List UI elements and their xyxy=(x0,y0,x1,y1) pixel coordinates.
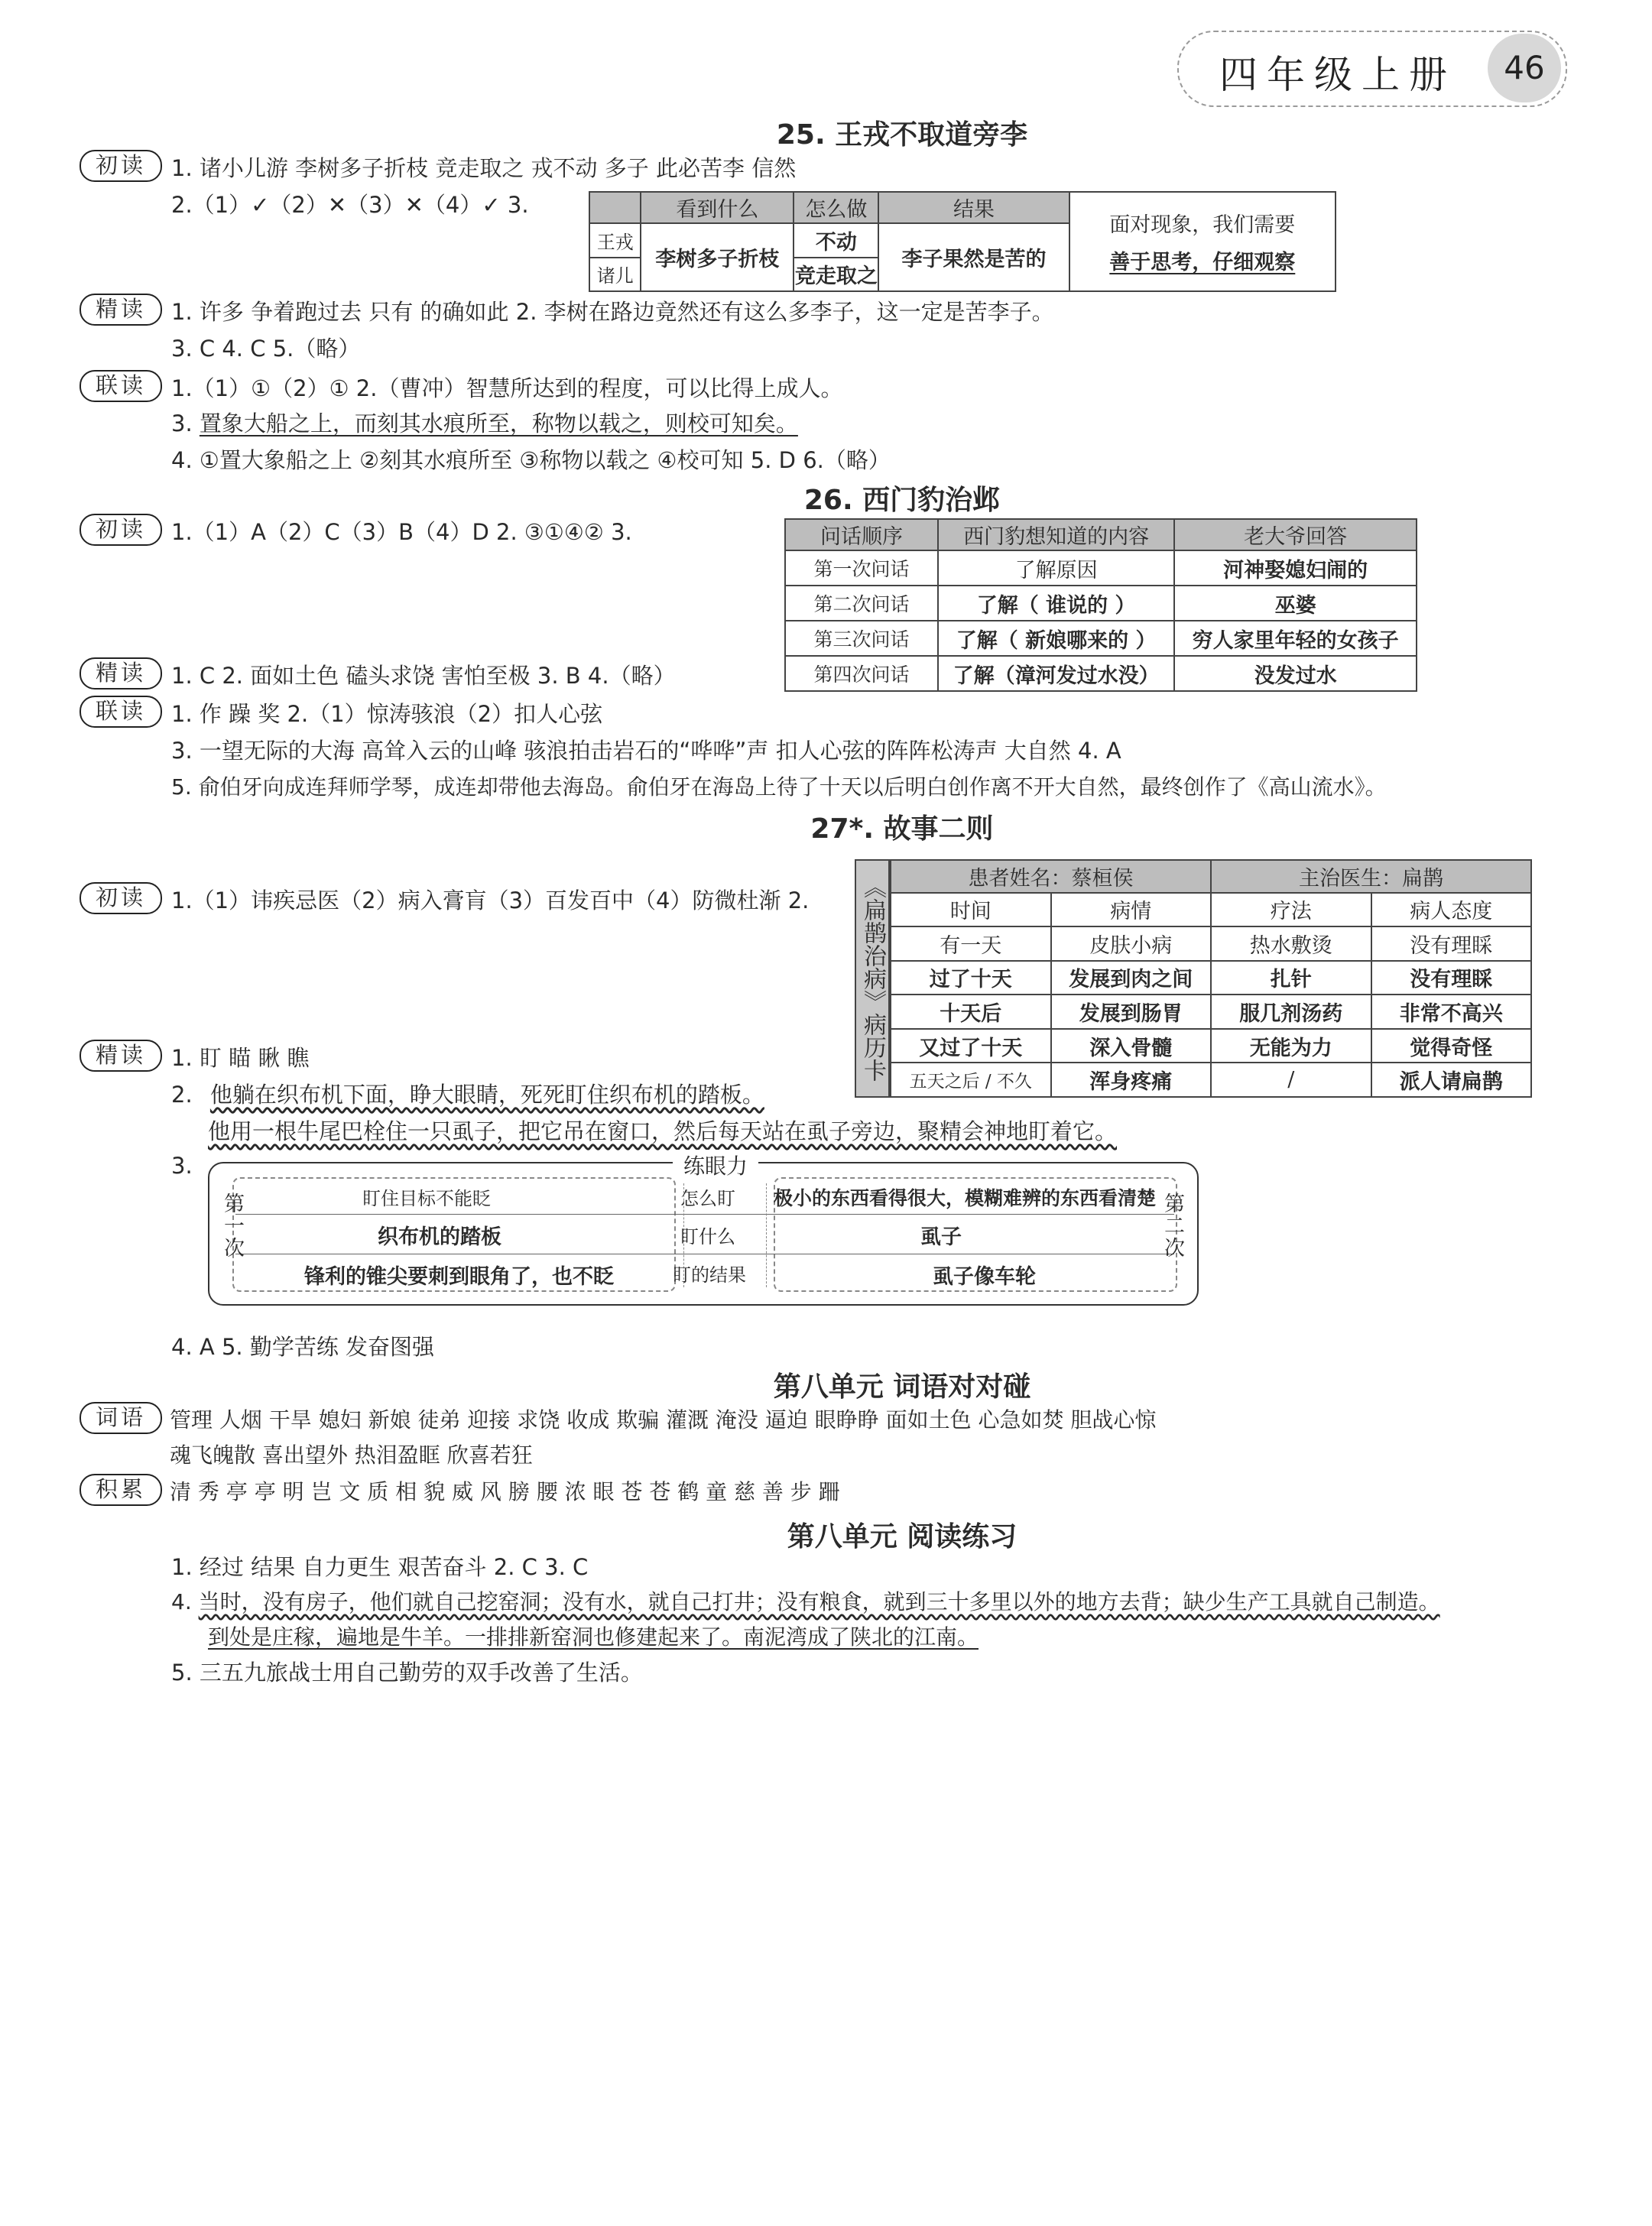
s25-seen: 李树多子折枝 xyxy=(641,223,794,291)
tag-ciyu: 词语 xyxy=(80,1402,162,1434)
s25-lian-3: 4. ①置大象船之上 ②刻其水痕所至 ③称物以载之 ④校可知 5. D 6.（略） xyxy=(171,447,891,473)
record-cell: 浑身疼痛 xyxy=(1051,1063,1212,1097)
u8-ci-2: 魂飞魄散 喜出望外 热泪盈眶 欣喜若狂 xyxy=(170,1442,533,1468)
tag-liandu-26: 联读 xyxy=(80,696,162,728)
s26-content: 了解（ 新娘哪来的 ） xyxy=(938,621,1174,656)
u8-ci-1: 管理 人烟 干旱 媳妇 新娘 徒弟 迎接 求饶 收成 欺骗 灌溉 淹没 逼迫 眼睁睁 面如土色 心急如焚 胆战心惊 xyxy=(170,1407,1157,1433)
record-cell: 派人请扁鹊 xyxy=(1371,1063,1532,1097)
record-cell: 有一天 xyxy=(891,926,1051,961)
u8-read-2-num: 4. xyxy=(171,1589,199,1614)
tag-chudu: 初读 xyxy=(80,150,162,182)
record-cell: 无能为力 xyxy=(1211,1029,1371,1063)
s25-chu-1: 1. 诸小儿游 李树多子折枝 竞走取之 戎不动 多子 此必苦李 信然 xyxy=(171,155,797,181)
doctor-name: 主治医生：扁鹊 xyxy=(1211,860,1531,893)
s26-chu-1: 1.（1）A（2）C（3）B（4）D 2. ③①④② 3. xyxy=(171,519,632,545)
col-condition: 病情 xyxy=(1051,893,1212,927)
section-27-title: 27*. 故事二则 xyxy=(810,813,994,845)
s26-answer: 穷人家里年轻的女孩子 xyxy=(1174,621,1417,656)
record-cell: 非常不高兴 xyxy=(1371,995,1532,1029)
eye-a3-right: 虱子像车轮 xyxy=(933,1265,1036,1289)
eye-a1-right: 极小的东西看得很大，模糊难辨的东西看清楚 xyxy=(774,1187,1157,1209)
s25-table xyxy=(589,191,1336,292)
s25-chu-2: 2.（1）✓（2）✕（3）✕（4）✓ 3. xyxy=(171,192,529,218)
eye-a2-right: 虱子 xyxy=(920,1225,962,1249)
u8-read-2 xyxy=(171,1585,1440,1616)
s25-lian-2 xyxy=(171,407,798,438)
s26-header-answer: 老大爷回答 xyxy=(1174,519,1417,550)
medical-card-side-label: 《扁鹊治病》病历卡 xyxy=(855,859,890,1098)
s27-jing-4: 4. A 5. 勤学苦练 发奋图强 xyxy=(171,1334,435,1360)
u8-read-1: 1. 经过 结果 自力更生 艰苦奋斗 2. C 3. C xyxy=(171,1554,589,1580)
s26-order: 第一次问话 xyxy=(785,550,938,586)
s25-jing-1: 1. 许多 争着跑过去 只有 的确如此 2. 李树在路边竟然还有这么多李子，这一定是苦李子。 xyxy=(171,299,1054,325)
s27-jing-1: 1. 盯 瞄 瞅 瞧 xyxy=(171,1045,310,1071)
record-cell: 发展到肠胃 xyxy=(1051,995,1212,1029)
medical-card-table xyxy=(890,859,1532,1098)
s26-answer: 没发过水 xyxy=(1174,656,1417,691)
u8-ji-1: 清 秀 亭 亭 明 岂 文 质 相 貌 威 风 膀 腰 浓 眼 苍 苍 鹤 童 慈 善 步 跚 xyxy=(170,1479,840,1504)
eye-first-label: 第一次 xyxy=(220,1192,244,1259)
s27-jing-2 xyxy=(171,1078,764,1109)
eye-title: 练眼力 xyxy=(673,1150,758,1180)
u8-read-2a: 当时，没有房子，他们就自己挖窑洞；没有水，就自己打井；没有粮食，就到三十多里以外的地方去背；缺少生产工具就自己制造。 xyxy=(198,1589,1440,1614)
s25-note-line1: 面对现象，我们需要 xyxy=(1109,213,1296,237)
record-cell: 皮肤小病 xyxy=(1051,926,1212,961)
unit8-reading-title: 第八单元 阅读练习 xyxy=(787,1521,1017,1553)
s27-jing-2a: 他躺在织布机下面，睁大眼睛，死死盯住织布机的踏板。 xyxy=(209,1082,764,1108)
record-cell: 没有理睬 xyxy=(1371,961,1532,995)
s26-header-order: 问话顺序 xyxy=(785,519,938,550)
eye-vdivider-2 xyxy=(766,1183,767,1287)
s27-jing-2b: 他用一根牛尾巴栓住一只虱子，把它吊在窗口，然后每天站在虱子旁边，聚精会神地盯着它。 xyxy=(208,1118,1118,1144)
s26-header-content: 西门豹想知道的内容 xyxy=(938,519,1174,550)
eye-divider-1 xyxy=(235,1214,1174,1215)
tag-jingdu-26: 精读 xyxy=(80,657,162,690)
s26-content: 了解（漳河发过水没） xyxy=(938,656,1174,691)
s26-order: 第二次问话 xyxy=(785,586,938,621)
s26-order: 第三次问话 xyxy=(785,621,938,656)
s25-header-action: 怎么做 xyxy=(794,192,878,223)
s25-row-name-wangrong: 王戎 xyxy=(589,223,641,257)
s25-lian-2-text: 置象大船之上，而刻其水痕所至，称物以载之，则校可知矣。 xyxy=(199,410,798,436)
s27-chu-1: 1.（1）讳疾忌医（2）病入膏肓（3）百发百中（4）防微杜渐 2. xyxy=(171,887,810,913)
record-cell: 发展到肉之间 xyxy=(1051,961,1212,995)
tag-liandu: 联读 xyxy=(80,370,162,402)
s26-table xyxy=(784,518,1417,692)
record-cell: 深入骨髓 xyxy=(1051,1029,1212,1063)
s25-lian-2-num: 3. xyxy=(171,410,200,436)
record-cell: / xyxy=(1211,1063,1371,1097)
record-cell: 觉得奇怪 xyxy=(1371,1029,1532,1063)
s25-header-seen: 看到什么 xyxy=(641,192,794,223)
record-cell: 热水敷烫 xyxy=(1211,926,1371,961)
s27-jing-2-num: 2. xyxy=(171,1082,193,1108)
section-25-title: 25. 王戎不取道旁李 xyxy=(776,119,1028,151)
page-number: 46 xyxy=(1488,34,1561,102)
eye-a2-left: 织布机的踏板 xyxy=(378,1225,501,1249)
s26-lian-3: 5. 俞伯牙向成连拜师学琴，成连却带他去海岛。俞伯牙在海岛上待了十天以后明白创作离不开大自然，最终创作了《高山流水》。 xyxy=(171,774,1387,800)
record-cell: 五天之后 / 不久 xyxy=(891,1063,1051,1097)
s26-content: 了解（ 谁说的 ） xyxy=(938,586,1174,621)
unit8-words-title: 第八单元 词语对对碰 xyxy=(773,1371,1031,1403)
tag-jingdu: 精读 xyxy=(80,294,162,326)
s26-lian-2: 3. 一望无际的大海 高耸入云的山峰 骇浪拍击岩石的“哗哗”声 扣人心弦的阵阵松涛声 大自然 4. A xyxy=(171,738,1121,764)
eye-q3: 盯的结果 xyxy=(673,1264,746,1286)
s25-result: 李子果然是苦的 xyxy=(878,223,1069,291)
col-attitude: 病人态度 xyxy=(1371,893,1532,927)
patient-name: 患者姓名：蔡桓侯 xyxy=(891,860,1211,893)
s26-order: 第四次问话 xyxy=(785,656,938,691)
tag-chudu-26: 初读 xyxy=(80,514,162,546)
s26-answer: 河神娶媳妇闹的 xyxy=(1174,550,1417,586)
s26-content: 了解原因 xyxy=(938,550,1174,586)
eye-second-label: 第二次 xyxy=(1160,1192,1184,1259)
s25-row-name-zhuer: 诸儿 xyxy=(589,258,641,291)
record-cell: 又过了十天 xyxy=(891,1029,1051,1063)
eye-q2: 盯什么 xyxy=(680,1226,735,1248)
s25-note-line2: 善于思考，仔细观察 xyxy=(1109,251,1296,274)
tag-chudu-27: 初读 xyxy=(80,882,162,914)
record-cell: 没有理睬 xyxy=(1371,926,1532,961)
s26-jing-1: 1. C 2. 面如土色 磕头求饶 害怕至极 3. B 4.（略） xyxy=(171,663,676,689)
s25-action-zhuer: 竞走取之 xyxy=(794,258,878,291)
u8-read-3: 5. 三五九旅战士用自己勤劳的双手改善了生活。 xyxy=(171,1660,643,1686)
s26-answer: 巫婆 xyxy=(1174,586,1417,621)
s25-table-corner xyxy=(589,192,641,223)
eye-q1: 怎么盯 xyxy=(680,1188,735,1209)
grade-title: 四年级上册 xyxy=(1219,53,1456,97)
record-cell: 扎针 xyxy=(1211,961,1371,995)
s27-jing-3-num: 3. xyxy=(171,1153,193,1179)
eye-a3-left: 锋利的锥尖要刺到眼角了，也不眨 xyxy=(304,1265,614,1289)
s25-lian-1: 1.（1）①（2）① 2.（曹冲）智慧所达到的程度，可以比得上成人。 xyxy=(171,375,843,401)
s25-jing-2: 3. C 4. C 5.（略） xyxy=(171,336,361,362)
col-time: 时间 xyxy=(891,893,1051,927)
record-cell: 服几剂汤药 xyxy=(1211,995,1371,1029)
eye-a1-left: 盯住目标不能眨 xyxy=(362,1188,491,1209)
u8-read-2b: 到处是庄稼，遍地是牛羊。一排排新窑洞也修建起来了。南泥湾成了陕北的江南。 xyxy=(208,1624,979,1650)
tag-jingdu-27: 精读 xyxy=(80,1040,162,1072)
tag-jilei: 积累 xyxy=(80,1474,162,1506)
section-26-title: 26. 西门豹治邺 xyxy=(803,485,1001,516)
record-cell: 过了十天 xyxy=(891,961,1051,995)
s26-lian-1: 1. 作 躁 奖 2.（1）惊涛骇浪（2）扣人心弦 xyxy=(171,701,603,727)
s25-action-wangrong: 不动 xyxy=(794,223,878,257)
s25-header-result: 结果 xyxy=(878,192,1069,223)
record-cell: 十天后 xyxy=(891,995,1051,1029)
s25-note xyxy=(1069,192,1336,291)
col-treatment: 疗法 xyxy=(1211,893,1371,927)
